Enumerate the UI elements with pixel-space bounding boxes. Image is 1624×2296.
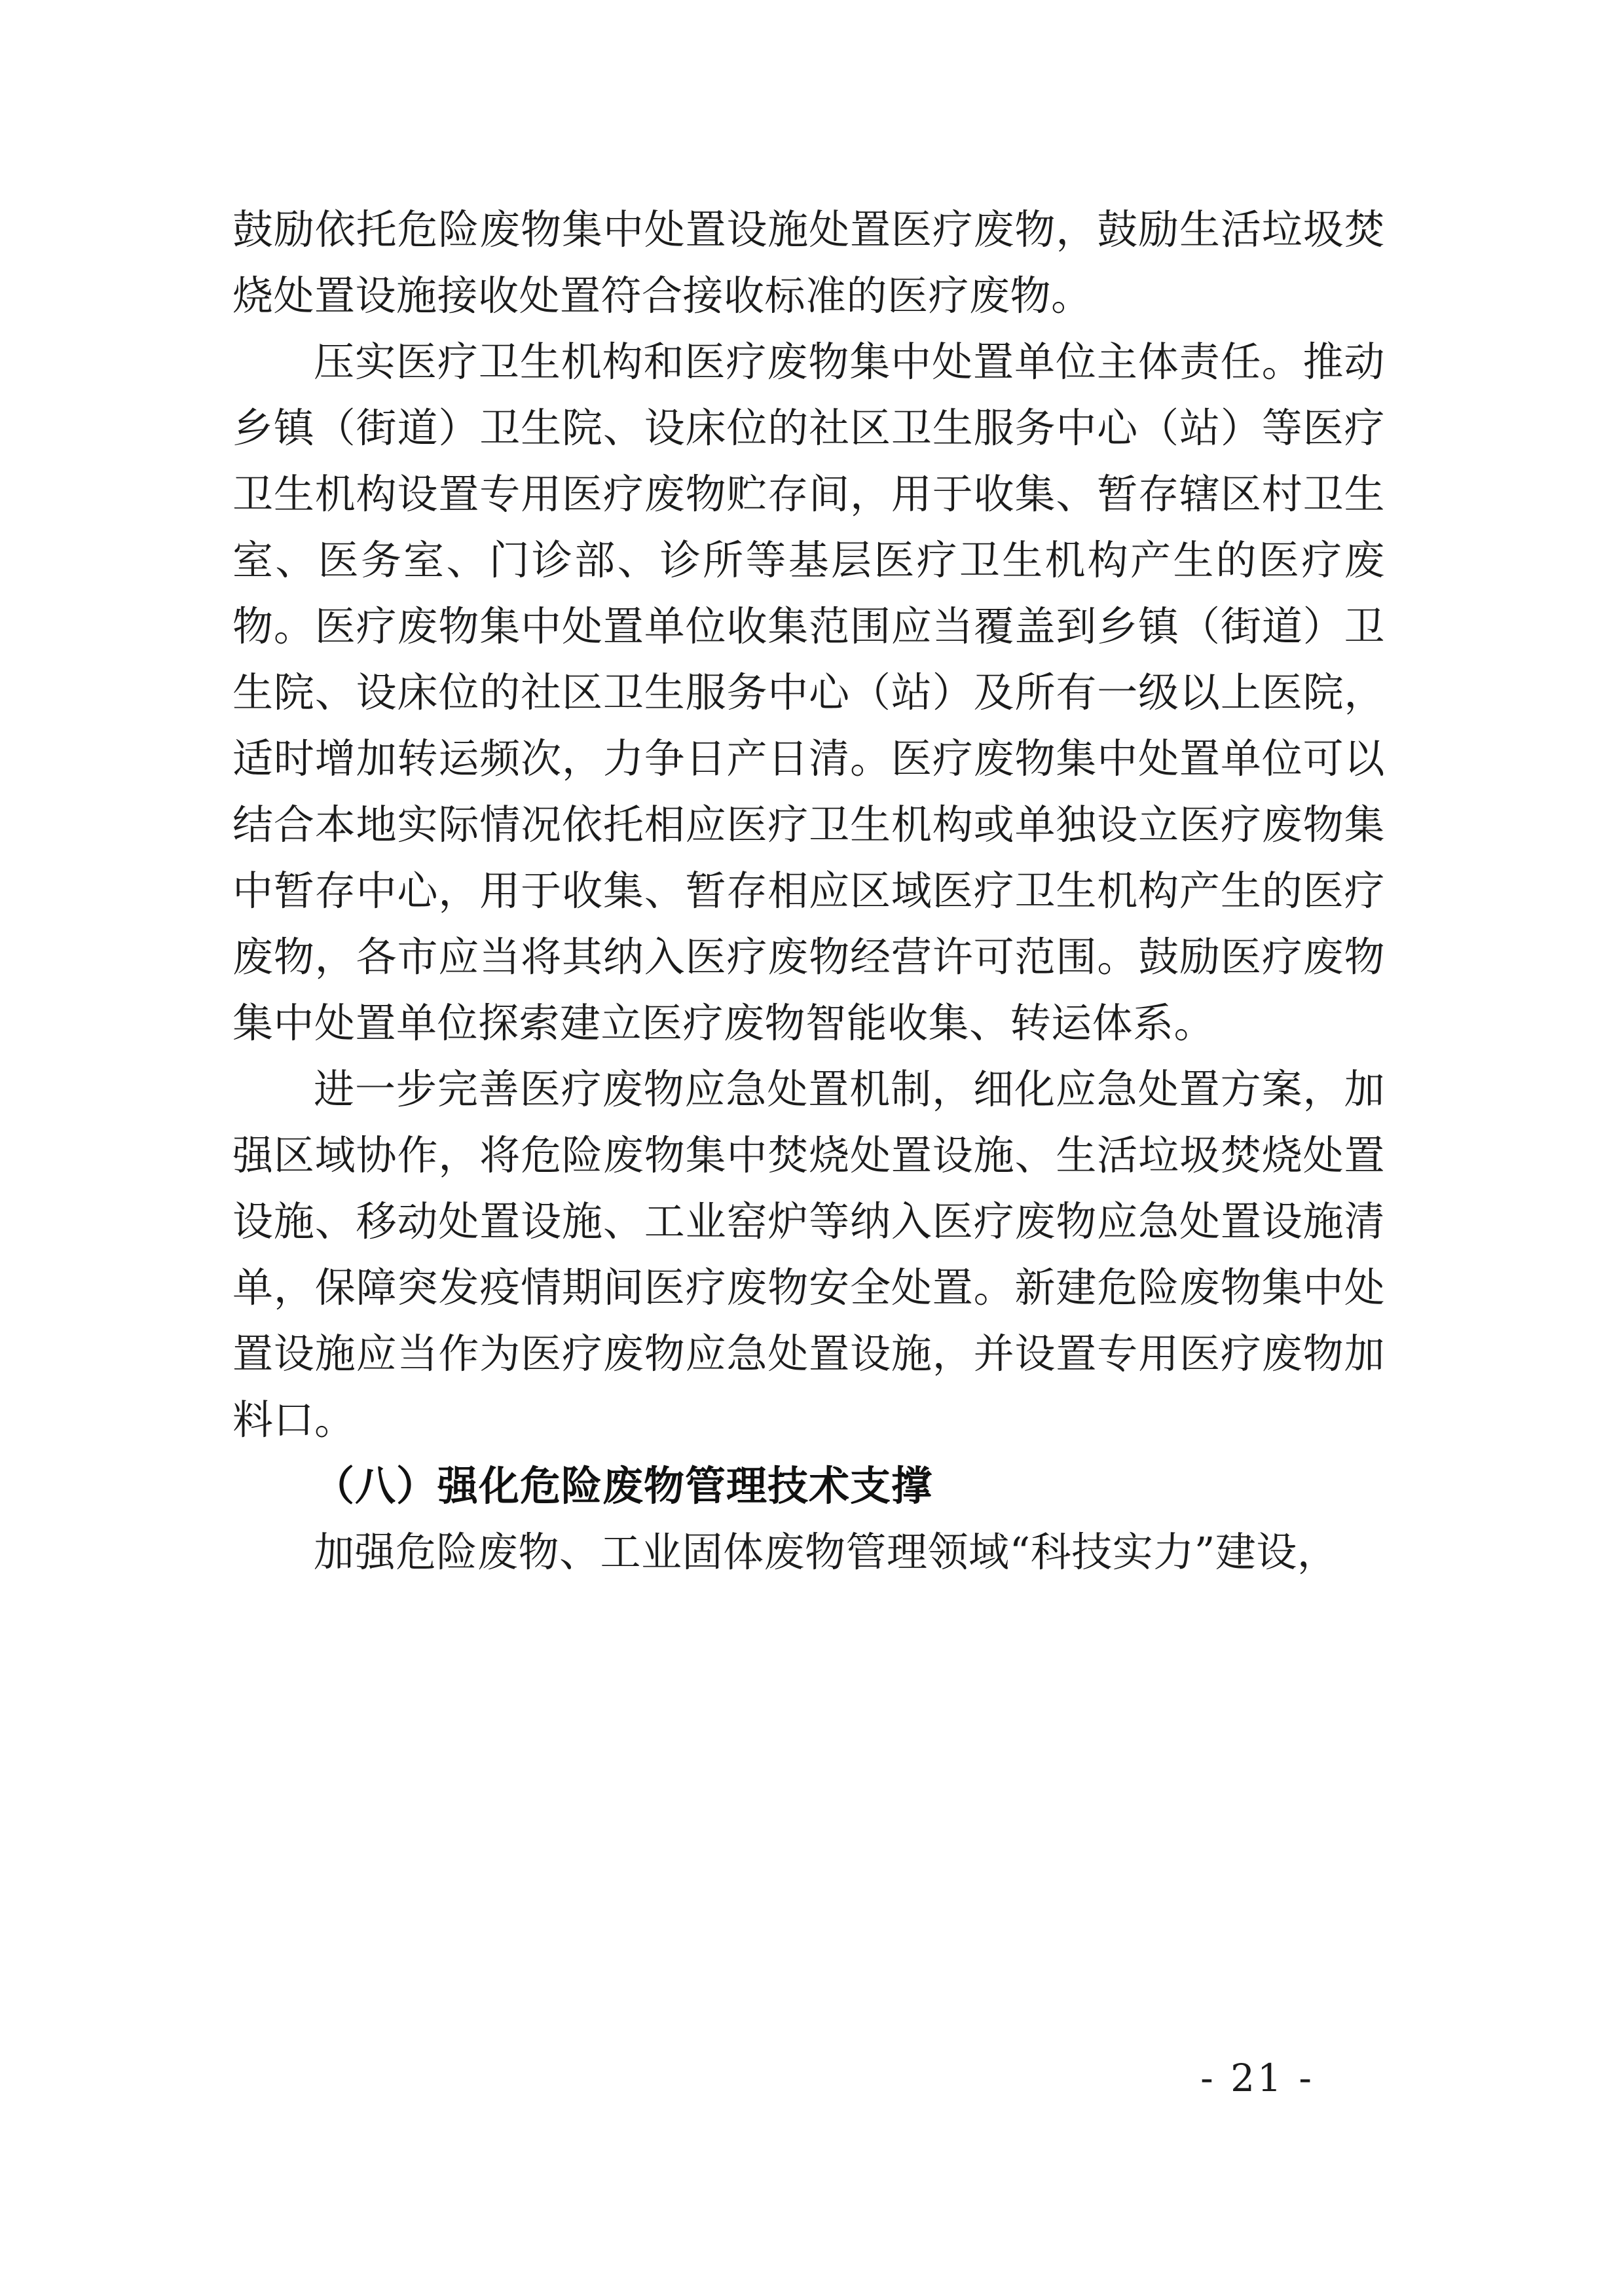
- paragraph-2: 压实医疗卫生机构和医疗废物集中处置单位主体责任。推动乡镇（街道）卫生院、设床位的社区卫生服务中心（站）等医疗卫生机构设置专用医疗废物贮存间，用于收集、暂存辖区村卫生室、医务室、门诊部、诊所等基层医疗卫生机构产生的医疗废物。医疗废物集中处置单位收集范围应当覆盖到乡镇（街道）卫生院、设床位的社区卫生服务中心（站）及所有一级以上医院，适时增加转运频次，力争日产日清。医疗废物集中处置单位可以结合本地实际情况依托相应医疗卫生机构或单独设立医疗废物集中暂存中心，用于收集、暂存相应区域医疗卫生机构产生的医疗废物，各市应当将其纳入医疗废物经营许可范围。鼓励医疗废物集中处置单位探索建立医疗废物智能收集、转运体系。: [232, 338, 1385, 1047]
- section-heading-8: （八）强化危险废物管理技术支撑: [314, 1462, 933, 1510]
- paragraph-1: 鼓励依托危险废物集中处置设施处置医疗废物，鼓励生活垃圾焚烧处置设施接收处置符合接收标准的医疗废物。: [232, 206, 1385, 319]
- paragraph-4: 加强危险废物、工业固体废物管理领域“科技实力”建设，: [314, 1528, 1338, 1576]
- page-number: - 21 -: [1200, 2056, 1314, 2100]
- page-number-container: [0, 2056, 1624, 2100]
- page-body: [232, 196, 1385, 1585]
- paragraph-3: 进一步完善医疗废物应急处置机制，细化应急处置方案，加强区域协作，将危险废物集中焚烧处置设施、生活垃圾焚烧处置设施、移动处置设施、工业窑炉等纳入医疗废物应急处置设施清单，保障突发疫情期间医疗废物安全处置。新建危险废物集中处置设施应当作为医疗废物应急处置设施，并设置专用医疗废物加料口。: [232, 1065, 1385, 1444]
